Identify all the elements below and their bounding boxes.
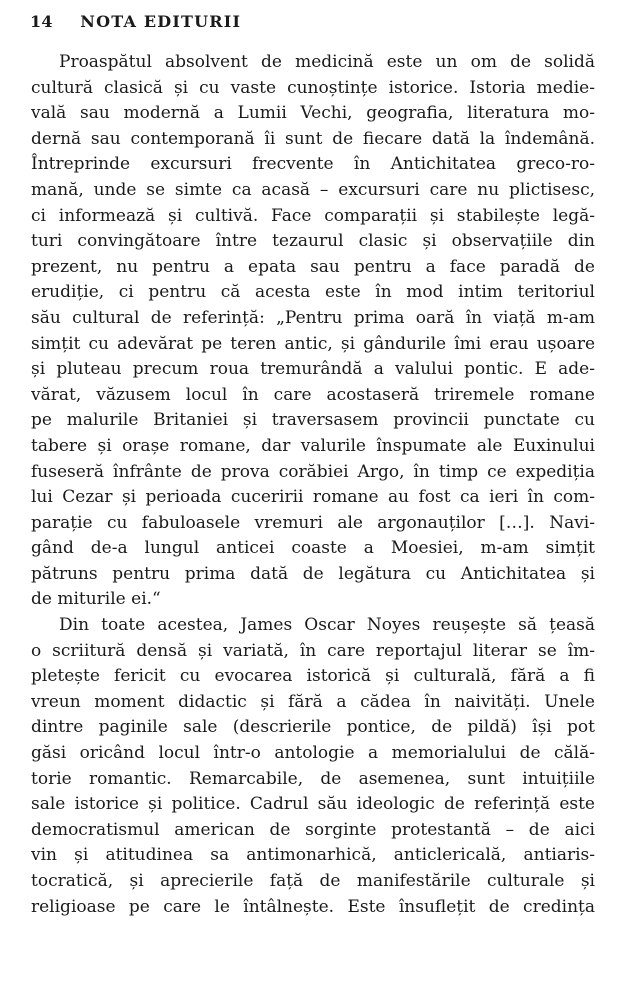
- text-line: erudiție, ci pentru că acesta este în mod intim teritoriul: [31, 282, 595, 303]
- text-line: și pluteau precum roua tremurândă a valului pontic. E ade-: [31, 359, 595, 380]
- text-line: lui Cezar și perioada cuceririi romane au fost ca ieri în com-: [31, 487, 595, 508]
- text-line: dintre paginile sale (descrierile pontice, de pildă) își pot: [31, 717, 595, 738]
- paragraph-1: [31, 50, 595, 613]
- text-line: Din toate acestea, James Oscar Noyes reușește să țeasă: [59, 615, 595, 636]
- running-head: [30, 12, 241, 32]
- text-line: Proaspătul absolvent de medicină este un om de solidă: [59, 52, 595, 72]
- text-line: fuseseră înfrânte de prova corăbiei Argo, în timp ce expediția: [31, 461, 595, 482]
- text-line: parație cu fabuloasele vremuri ale argonauților […]. Navi-: [31, 512, 595, 533]
- text-line: tabere și orașe romane, dar valurile înspumate ale Euxinului: [31, 435, 595, 456]
- text-line: pletește fericit cu evocarea istorică și culturală, fără a fi: [31, 666, 595, 687]
- text-line: pătruns pentru prima dată de legătura cu Antichitatea și: [31, 563, 595, 584]
- text-line: simțit cu adevărat pe teren antic, și gândurile îmi erau ușoare: [31, 333, 595, 354]
- text-line: său cultural de referință: „Pentru prima oară în viață m-am: [31, 307, 595, 328]
- text-line: vreun moment didactic și fără a cădea în naivități. Unele: [31, 691, 595, 712]
- section-title: NOTA EDITURII: [80, 12, 242, 31]
- text-line: religioase pe care le întâlnește. Este însuflețit de credința: [31, 896, 595, 917]
- paragraph-2: [31, 613, 595, 920]
- body-text: [31, 50, 595, 920]
- text-line: torie romantic. Remarcabile, de asemenea, sunt intuițiile: [31, 768, 595, 789]
- text-line: sale istorice și politice. Cadrul său ideologic de referință este: [31, 794, 595, 815]
- text-line: găsi oricând locul într-o antologie a memorialului de călă-: [31, 743, 595, 764]
- text-line: dernă sau contemporană îi sunt de fiecare dată la îndemână.: [31, 128, 595, 149]
- text-line: gând de-a lungul anticei coaste a Moesiei, m-am simțit: [31, 538, 595, 559]
- text-line: vin și atitudinea sa antimonarhică, anticlericală, antiaris-: [31, 845, 595, 866]
- page-number: 14: [30, 12, 53, 31]
- text-line: democratismul american de sorginte protestantă – de aici: [31, 819, 595, 840]
- text-line: turi convingătoare între tezaurul clasic și observațiile din: [31, 231, 595, 252]
- text-line: de miturile ei.“: [31, 589, 161, 610]
- text-line: pe malurile Britaniei și traversasem provincii punctate cu: [31, 410, 595, 431]
- text-line: vală sau modernă a Lumii Vechi, geografia, literatura mo-: [31, 103, 595, 124]
- text-line: prezent, nu pentru a epata sau pentru a face paradă de: [31, 256, 595, 277]
- text-line: tocratică, și aprecierile față de manifestările culturale și: [31, 871, 595, 891]
- text-line: ci informează și cultivă. Face comparații și stabilește legă-: [31, 205, 595, 226]
- text-line: vărat, văzusem locul în care acostaseră triremele romane: [31, 384, 595, 405]
- text-line: cultură clasică și cu vaste cunoștințe istorice. Istoria medie-: [31, 77, 595, 98]
- text-line: o scriitură densă și variată, în care reportajul literar se îm-: [31, 640, 595, 661]
- text-line: mană, unde se simte ca acasă – excursuri care nu plictisesc,: [31, 179, 595, 200]
- text-line: Întreprinde excursuri frecvente în Antichitatea greco-ro-: [31, 154, 595, 175]
